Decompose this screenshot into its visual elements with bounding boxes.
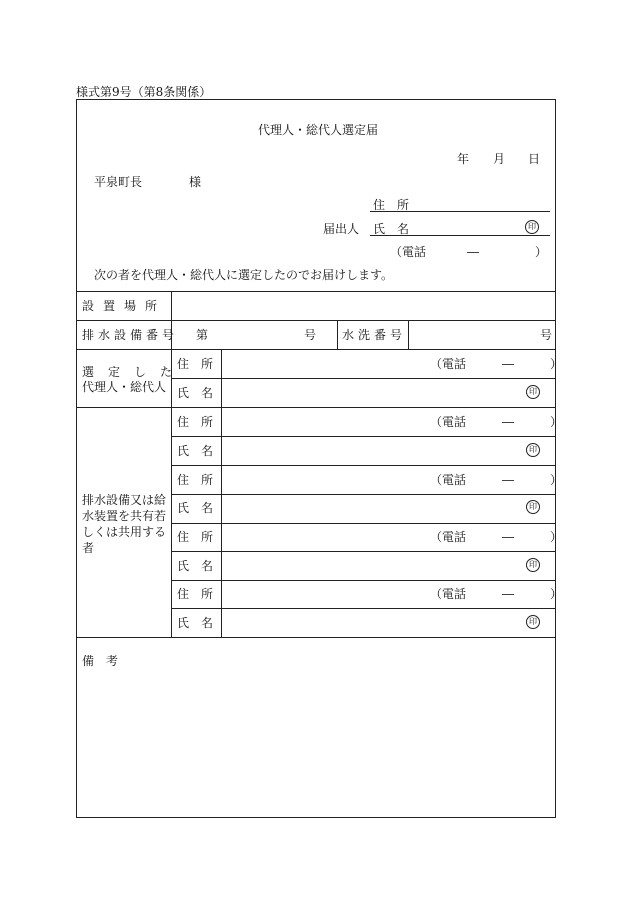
applicant-phone-open: （電話	[390, 245, 427, 259]
table-line	[76, 320, 556, 321]
table-line	[171, 494, 556, 495]
sharers-label: 排水設備又は給水装置を共有若しくは共用する者	[82, 493, 167, 555]
seal-icon: 印	[526, 385, 540, 399]
applicant-seal-icon: 印	[525, 220, 539, 234]
table-line	[171, 523, 556, 524]
applicant-label: 届出人	[323, 222, 360, 236]
table-line	[221, 349, 222, 637]
table-line	[171, 608, 556, 609]
applicant-name-label: 氏 名	[373, 222, 410, 236]
date-month: 月	[493, 152, 506, 166]
notice-text: 次の者を代理人・総代人に選定したのでお届けします。	[94, 268, 394, 282]
applicant-address-line	[370, 211, 550, 212]
seal-icon: 印	[526, 558, 540, 572]
address-label: 住 所	[177, 473, 214, 487]
seal-icon: 印	[526, 615, 540, 629]
addressee: 平泉町長	[94, 175, 143, 189]
date-day: 日	[528, 152, 541, 166]
drain-number-dai: 第	[196, 328, 209, 342]
address-label: 住 所	[177, 587, 214, 601]
table-line	[171, 291, 172, 637]
address-label: 住 所	[177, 357, 214, 371]
selected-label-1: 選定した	[82, 365, 187, 379]
form-number: 様式第9号（第8条関係）	[76, 85, 212, 99]
date-year: 年	[457, 152, 470, 166]
table-line	[337, 320, 338, 349]
location-field[interactable]	[173, 293, 554, 319]
name-label: 氏 名	[177, 616, 214, 630]
flush-number-go: 号	[540, 328, 553, 342]
table-line	[76, 637, 556, 638]
applicant-address-label: 住 所	[373, 198, 410, 212]
location-label: 設置場所	[82, 299, 167, 313]
phone-text: （電話 ― ）	[430, 357, 563, 371]
table-line	[171, 551, 556, 552]
name-label: 氏 名	[177, 444, 214, 458]
phone-text: （電話 ― ）	[430, 587, 563, 601]
name-label: 氏 名	[177, 501, 214, 515]
flush-number-label: 水洗番号	[342, 328, 407, 342]
table-line	[171, 436, 556, 437]
table-line	[408, 320, 409, 349]
address-label: 住 所	[177, 530, 214, 544]
seal-icon: 印	[526, 443, 540, 457]
phone-text: （電話 ― ）	[430, 415, 563, 429]
phone-text: （電話 ― ）	[430, 530, 563, 544]
name-label: 氏 名	[177, 559, 214, 573]
table-line	[76, 407, 556, 408]
address-label: 住 所	[177, 415, 214, 429]
table-line	[171, 378, 556, 379]
seal-icon: 印	[526, 500, 540, 514]
addressee-sama: 様	[189, 175, 202, 189]
table-line	[76, 291, 556, 292]
applicant-name-line	[370, 235, 550, 236]
form-title: 代理人・総代人選定届	[258, 123, 379, 137]
phone-text: （電話 ― ）	[430, 473, 563, 487]
remarks-label: 備 考	[82, 654, 119, 668]
applicant-phone-dash: ―	[467, 245, 479, 259]
drain-number-go: 号	[304, 328, 317, 342]
applicant-phone-close: ）	[535, 245, 548, 259]
drain-number-label: 排水設備番号	[82, 328, 179, 342]
table-line	[171, 580, 556, 581]
table-line	[171, 465, 556, 466]
table-line	[76, 349, 556, 350]
remarks-field[interactable]	[78, 675, 554, 815]
name-label: 氏 名	[177, 386, 214, 400]
selected-label-2: 代理人・総代人	[82, 380, 167, 394]
